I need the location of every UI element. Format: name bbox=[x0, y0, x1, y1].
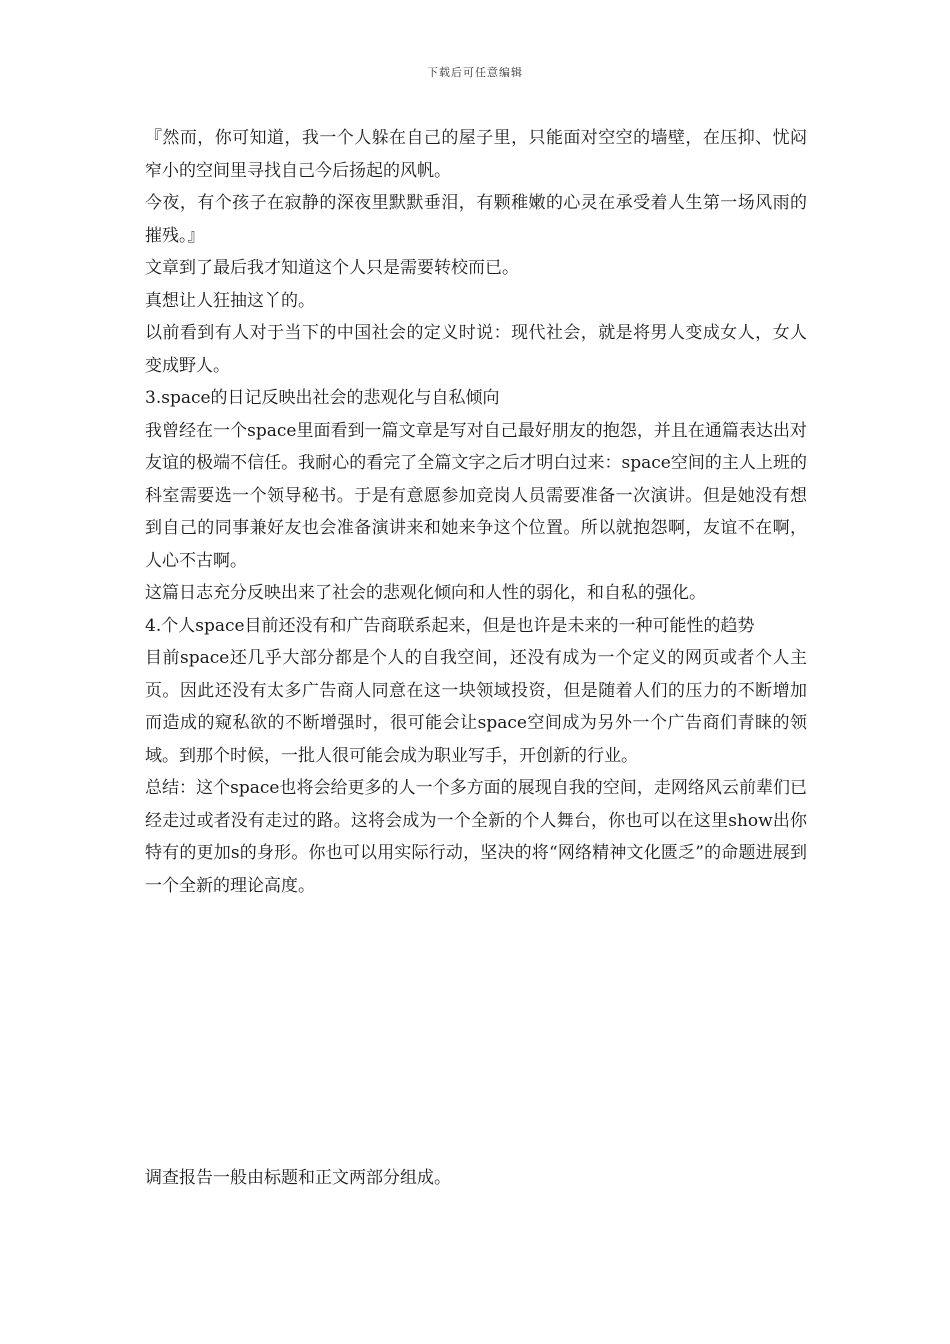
document-body bbox=[145, 122, 807, 902]
paragraph-society-definition: 以前看到有人对于当下的中国社会的定义时说：现代社会，就是将男人变成女人，女人变成野人。 bbox=[145, 323, 807, 376]
paragraph-quote-1: 『然而，你可知道，我一个人躲在自己的屋子里，只能面对空空的墙壁，在压抑、忧闷窄小的空间里寻找自己今后扬起的风帆。 bbox=[145, 128, 807, 181]
section-heading-3: 3.space的日记反映出社会的悲观化与自私倾向 bbox=[145, 388, 500, 408]
paragraph-quote-2: 今夜，有个孩子在寂静的深夜里默默垂泪，有颗稚嫩的心灵在承受着人生第一场风雨的摧残。』 bbox=[145, 193, 807, 246]
paragraph-friendship: 我曾经在一个space里面看到一篇文章是写对自己最好朋友的抱怨，并且在通篇表达出对友谊的极端不信任。我耐心的看完了全篇文字之后才明白过来：space空间的主人上班的科室需要选一个领导秘书。于是有意愿参加竞岗人员需要准备一次演讲。但是她没有想到自己的同事兼好友也会准备演讲来和她来争这个位置。所以就抱怨啊，友谊不在啊，人心不古啊。 bbox=[145, 420, 807, 571]
closing-line: 调查报告一般由标题和正文两部分组成。 bbox=[145, 1168, 451, 1188]
paragraph-pessimism: 这篇日志充分反映出来了社会的悲观化倾向和人性的弱化，和自私的强化。 bbox=[145, 583, 706, 603]
paragraph-advertising: 目前space还几乎大部分都是个人的自我空间，还没有成为一个定义的网页或者个人主页。因此还没有太多广告商人同意在这一块领域投资，但是随着人们的压力的不断增加而造成的窥私欲的不断增强时，很可能会让space空间成为另外一个广告商们青睐的领域。到那个时候，一批人很可能会成为职业写手，开创新的行业。 bbox=[145, 648, 807, 766]
section-heading-4: 4.个人space目前还没有和广告商联系起来，但是也许是未来的一种可能性的趋势 bbox=[145, 615, 755, 636]
paragraph-summary: 总结：这个space也将会给更多的人一个多方面的展现自我的空间，走网络风云前辈们已经走过或者没有走过的路。这将会成为一个全新的个人舞台，你也可以在这里show出你特有的更加s的身形。你也可以用实际行动，坚决的将“网络精神文化匮乏”的命题进展到一个全新的理论高度。 bbox=[145, 778, 807, 896]
page-header: 下载后可任意编辑 bbox=[427, 66, 523, 79]
paragraph-transfer: 文章到了最后我才知道这个人只是需要转校而已。 bbox=[145, 258, 519, 278]
paragraph-remark: 真想让人狂抽这丫的。 bbox=[145, 290, 315, 311]
